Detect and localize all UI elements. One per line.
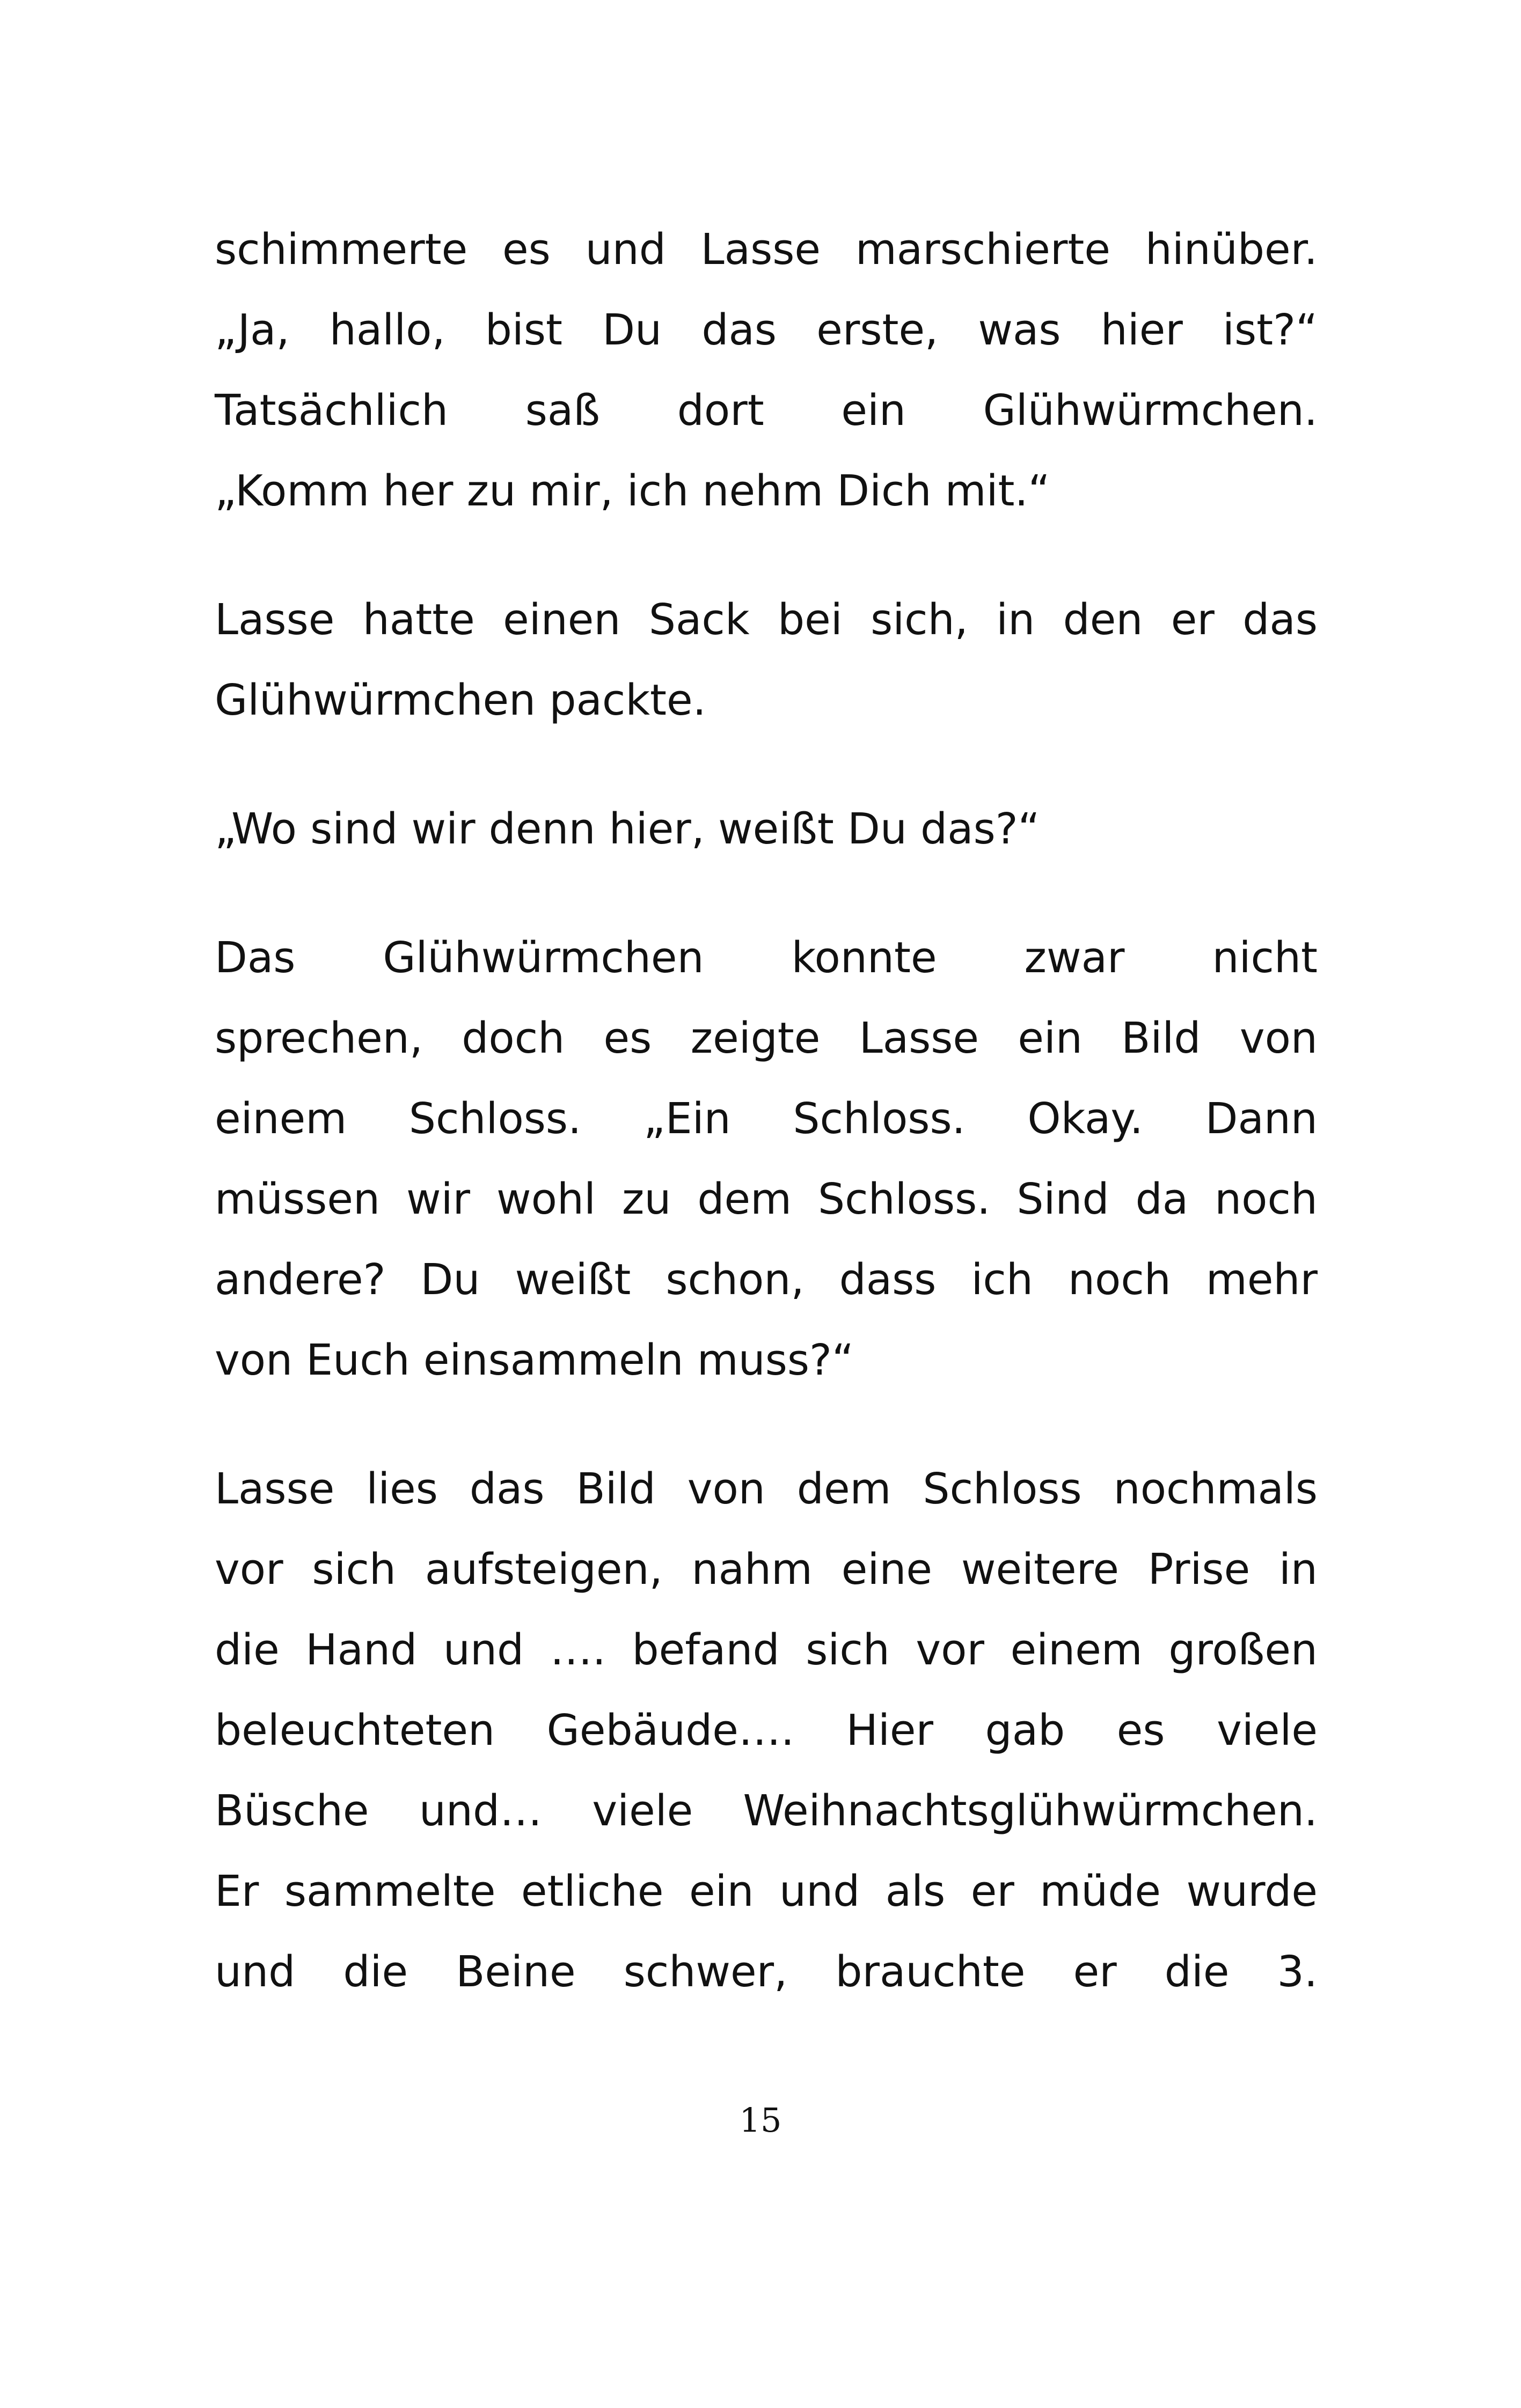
paragraph [215,579,1318,740]
text-line: müssen wir wohl zu dem Schloss. Sind da noch [215,1174,1318,1224]
text-line: Tatsächlich saß dort ein Glühwürmchen. [215,386,1318,435]
text-line: von Euch einsammeln muss?“ [215,1335,854,1385]
text-line: Lasse lies das Bild von dem Schloss nochmals [215,1464,1318,1514]
text-line: Büsche und… viele Weihnachtsglühwürmchen. [215,1786,1318,1836]
text-line: schimmerte es und Lasse marschierte hinüber. [215,225,1318,274]
text-line: Er sammelte etliche ein und als er müde wurde [215,1867,1318,1916]
text-line: und die Beine schwer, brauchte er die 3. [215,1947,1318,1996]
text-line: „Komm her zu mir, ich nehm Dich mit.“ [215,466,1050,516]
paragraph [215,917,1318,1400]
text-line: vor sich aufsteigen, nahm eine weitere Prise in [215,1545,1318,1594]
text-line: die Hand und …. befand sich vor einem großen [215,1625,1318,1675]
text-line: Das Glühwürmchen konnte zwar nicht [215,933,1318,982]
text-line: Glühwürmchen packte. [215,676,706,725]
text-line: sprechen, doch es zeigte Lasse ein Bild von [215,1014,1318,1063]
text-line: beleuchteten Gebäude…. Hier gab es viele [215,1706,1318,1755]
page-body-text [215,209,1318,2060]
paragraph [215,789,1318,869]
paragraph [215,209,1318,531]
text-line: „Wo sind wir denn hier, weißt Du das?“ [215,804,1040,854]
paragraph [215,1449,1318,2012]
text-line: andere? Du weißt schon, dass ich noch mehr [215,1255,1318,1304]
page-number: 15 [739,2101,782,2140]
text-line: Lasse hatte einen Sack bei sich, in den er das [215,595,1318,644]
text-line: „Ja, hallo, bist Du das erste, was hier ist?“ [215,305,1318,355]
text-line: einem Schloss. „Ein Schloss. Okay. Dann [215,1094,1318,1143]
